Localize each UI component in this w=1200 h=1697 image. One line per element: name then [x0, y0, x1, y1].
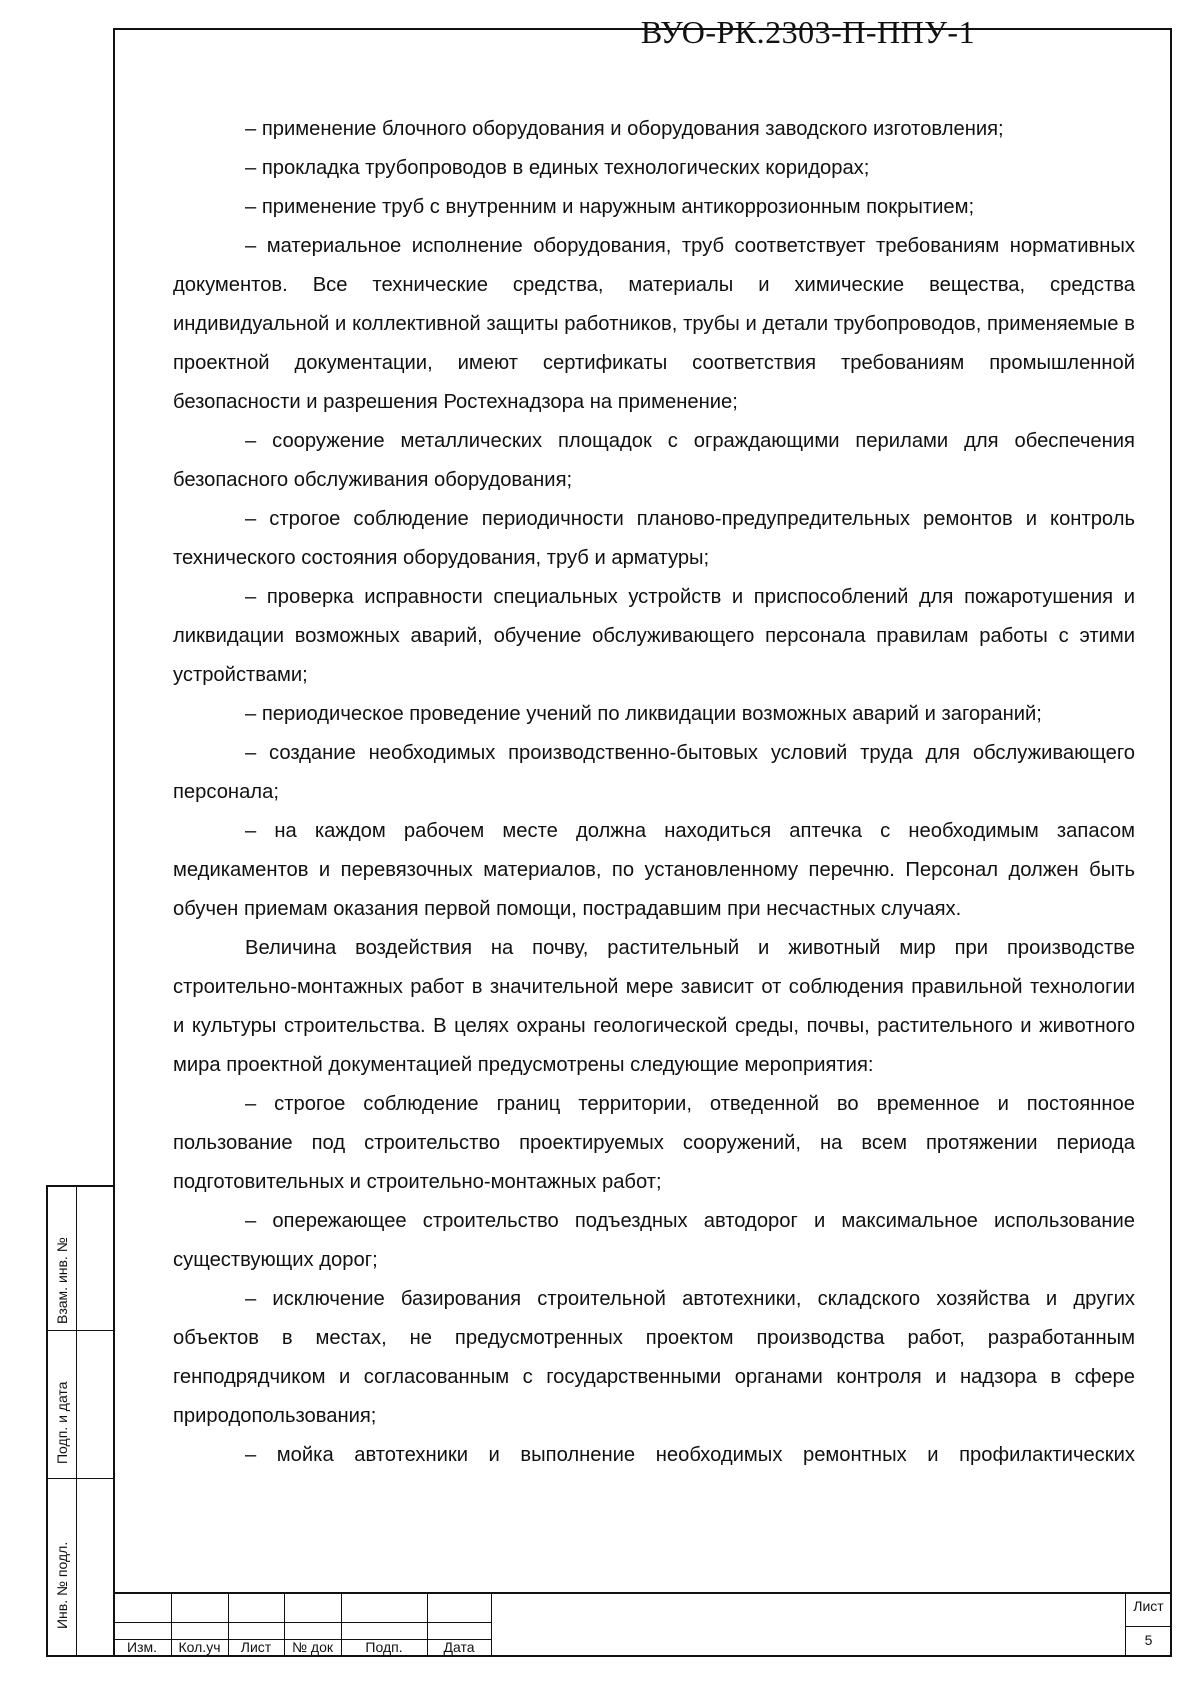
- paragraph: – применение блочного оборудования и оборудования заводского изготовления;: [245, 118, 1004, 140]
- paragraph: – строгое соблюдение периодичности планово-предупредительных ремонтов и контроль технического состояния оборудования, труб и арматуры;: [173, 508, 1135, 569]
- side-stamp-row-divider: [48, 1478, 113, 1479]
- sheet-label: Лист: [1133, 1598, 1164, 1614]
- col-label-signature: Подп.: [365, 1639, 403, 1655]
- side-stamp: [46, 1185, 113, 1657]
- col-label-date: Дата: [443, 1639, 475, 1655]
- col-label-izm: Изм.: [127, 1639, 157, 1655]
- replace-inv-label: Взам. инв. №: [54, 1237, 70, 1324]
- sign-date-label: Подп. и дата: [54, 1381, 70, 1464]
- side-stamp-divider: [76, 1187, 77, 1655]
- col-label-list: Лист: [240, 1639, 272, 1655]
- paragraph: – на каждом рабочем месте должна находиться аптечка с необходимым запасом медикаментов и перевязочных материалов, по установленному перечню. Персонал должен быть обучен приемам оказания первой помощи, пострадавшим при несчастных случаях.: [173, 820, 1135, 920]
- paragraph: – прокладка трубопроводов в единых технологических коридорах;: [245, 157, 870, 179]
- paragraph: – материальное исполнение оборудования, труб соответствует требованиям нормативных документов. Все технические средства, материалы и химические вещества, средства индивидуальной и коллективной защиты работников, трубы и детали трубопроводов, применяемые в проектной документации, имеют сертификаты соответствия требованиям промышленной безопасности и разрешения Ростехнадзора на применение;: [173, 235, 1135, 413]
- col-label-kol-uch: Кол.уч: [178, 1639, 221, 1655]
- paragraph: Величина воздействия на почву, растительный и животный мир при производстве строительно-монтажных работ в значительной мере зависит от соблюдения правильной технологии и культуры строительства. В целях охраны геологической среды, почвы, растительного и животного мира проектной документацией предусмотрены следующие мероприятия:: [173, 937, 1135, 1076]
- col-label-doc-no: № док: [292, 1639, 333, 1655]
- paragraph: – мойка автотехники и выполнение необходимых ремонтных и профилактических: [245, 1444, 1135, 1466]
- document-body: [173, 110, 1135, 1475]
- paragraph: – строгое соблюдение границ территории, отведенной во временное и постоянное пользование под строительство проектируемых сооружений, на всем протяжении периода подготовительных и строительно-монтажных работ;: [173, 1093, 1135, 1193]
- paragraph: – периодическое проведение учений по ликвидации возможных аварий и загораний;: [245, 703, 1042, 725]
- paragraph: – исключение базирования строительной автотехники, складского хозяйства и других объектов в местах, не предусмотренных проектом производства работ, разработанным генподрядчиком и согласованным с государственными органами контроля и надзора в сфере природопользования;: [173, 1288, 1135, 1427]
- sheet-number: 5: [1144, 1632, 1153, 1648]
- paragraph: – создание необходимых производственно-бытовых условий труда для обслуживающего персонала;: [173, 742, 1135, 803]
- paragraph: – опережающее строительство подъездных автодорог и максимальное использование существующих дорог;: [173, 1210, 1135, 1271]
- original-inv-label: Инв. № подл.: [54, 1541, 70, 1629]
- paragraph: – применение труб с внутренним и наружным антикоррозионным покрытием;: [245, 196, 975, 218]
- side-stamp-row-divider: [48, 1330, 113, 1331]
- paragraph: – проверка исправности специальных устройств и приспособлений для пожаротушения и ликвидации возможных аварий, обучение обслуживающего персонала правилам работы с этими устройствами;: [173, 586, 1135, 686]
- paragraph: – сооружение металлических площадок с ограждающими перилами для обеспечения безопасного обслуживания оборудования;: [173, 430, 1135, 491]
- document-code: ВУО-РК.2303-П-ППУ-1: [640, 13, 976, 50]
